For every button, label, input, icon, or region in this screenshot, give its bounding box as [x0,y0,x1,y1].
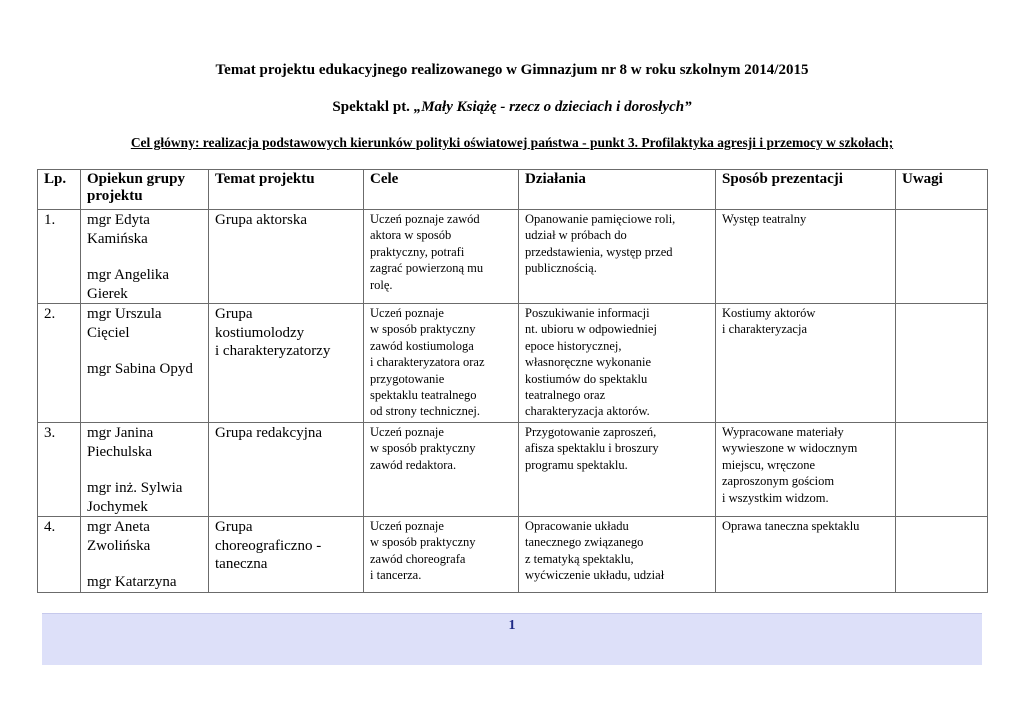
cell-dzialania: Przygotowanie zaproszeń, afisza spektaklu i broszury programu spektaklu. [519,423,716,517]
opiekun-primary: mgr Janina Piechulska [87,425,154,460]
opiekun-secondary: mgr Katarzyna [87,574,177,590]
cell-uwagi [896,210,988,304]
cell-opiekun [81,423,209,517]
opiekun-secondary: mgr Angelika Gierek [87,267,170,302]
header-sposob: Sposób prezentacji [716,170,896,210]
cell-lp: 3. [38,423,81,517]
table-row [38,423,988,517]
cell-sposob: Występ teatralny [716,210,896,304]
cell-cele: Uczeń poznaje w sposób praktyczny zawód redaktora. [364,423,519,517]
page-number: 1 [508,618,516,633]
opiekun-primary: mgr Edyta Kamińska [87,212,150,247]
cell-uwagi [896,423,988,517]
cell-uwagi [896,304,988,423]
cell-dzialania: Opracowanie układu tanecznego związanego z tematyką spektaklu, wyćwiczenie układu, udział [519,517,716,593]
cell-dzialania: Poszukiwanie informacji nt. ubioru w odpowiedniej epoce historycznej, własnoręczne wykonanie kostiumów do spektaklu teatralnego oraz charakteryzacja aktorów. [519,304,716,423]
cell-opiekun [81,517,209,593]
cell-uwagi [896,517,988,593]
opiekun-secondary: mgr inż. Sylwia Jochymek [87,480,183,515]
cell-temat: Grupa kostiumolodzy i charakteryzatorzy [209,304,364,423]
opiekun-primary: mgr Aneta Zwolińska [87,519,151,554]
cell-temat: Grupa redakcyjna [209,423,364,517]
table-row [38,517,988,593]
header-cele: Cele [364,170,519,210]
page-footer [42,613,982,665]
table-header-row [38,170,988,210]
cell-lp: 1. [38,210,81,304]
cell-cele: Uczeń poznaje w sposób praktyczny zawód kostiumologa i charakteryzatora oraz przygotowanie spektaklu teatralnego od strony technicznej. [364,304,519,423]
play-title-prefix: Spektakl pt. [332,99,414,115]
header-lp: Lp. [38,170,81,210]
cell-lp: 2. [38,304,81,423]
header-temat: Temat projektu [209,170,364,210]
cell-dzialania: Opanowanie pamięciowe roli, udział w próbach do przedstawienia, występ przed publicznością. [519,210,716,304]
cell-cele: Uczeń poznaje w sposób praktyczny zawód choreografa i tancerza. [364,517,519,593]
opiekun-secondary: mgr Sabina Opyd [87,361,193,377]
main-goal: Cel główny: realizacja podstawowych kierunków polityki oświatowej państwa - punkt 3. Profilaktyka agresji i przemocy w szkołach; [130,135,894,150]
opiekun-primary: mgr Urszula Cięciel [87,306,162,341]
cell-cele: Uczeń poznaje zawód aktora w sposób praktyczny, potrafi zagrać powierzoną mu rolę. [364,210,519,304]
cell-temat: Grupa choreograficzno - taneczna [209,517,364,593]
cell-sposob: Wypracowane materiały wywieszone w widocznym miejscu, wręczone zaproszonym gościom i wszystkim widzom. [716,423,896,517]
cell-opiekun [81,210,209,304]
cell-sposob: Oprawa taneczna spektaklu [716,517,896,593]
cell-opiekun [81,304,209,423]
cell-sposob: Kostiumy aktorów i charakteryzacja [716,304,896,423]
header-opiekun: Opiekun grupy projektu [81,170,209,210]
header-uwagi: Uwagi [896,170,988,210]
play-title-name: „Mały Książę - rzecz o dzieciach i dorosłych” [413,99,692,115]
play-title [0,99,1024,116]
document-title: Temat projektu edukacyjnego realizowanego w Gimnazjum nr 8 w roku szkolnym 2014/2015 [215,62,809,78]
table-row [38,210,988,304]
table-row [38,304,988,423]
cell-lp: 4. [38,517,81,593]
project-table [37,169,988,593]
header-dzialania: Działania [519,170,716,210]
cell-temat: Grupa aktorska [209,210,364,304]
